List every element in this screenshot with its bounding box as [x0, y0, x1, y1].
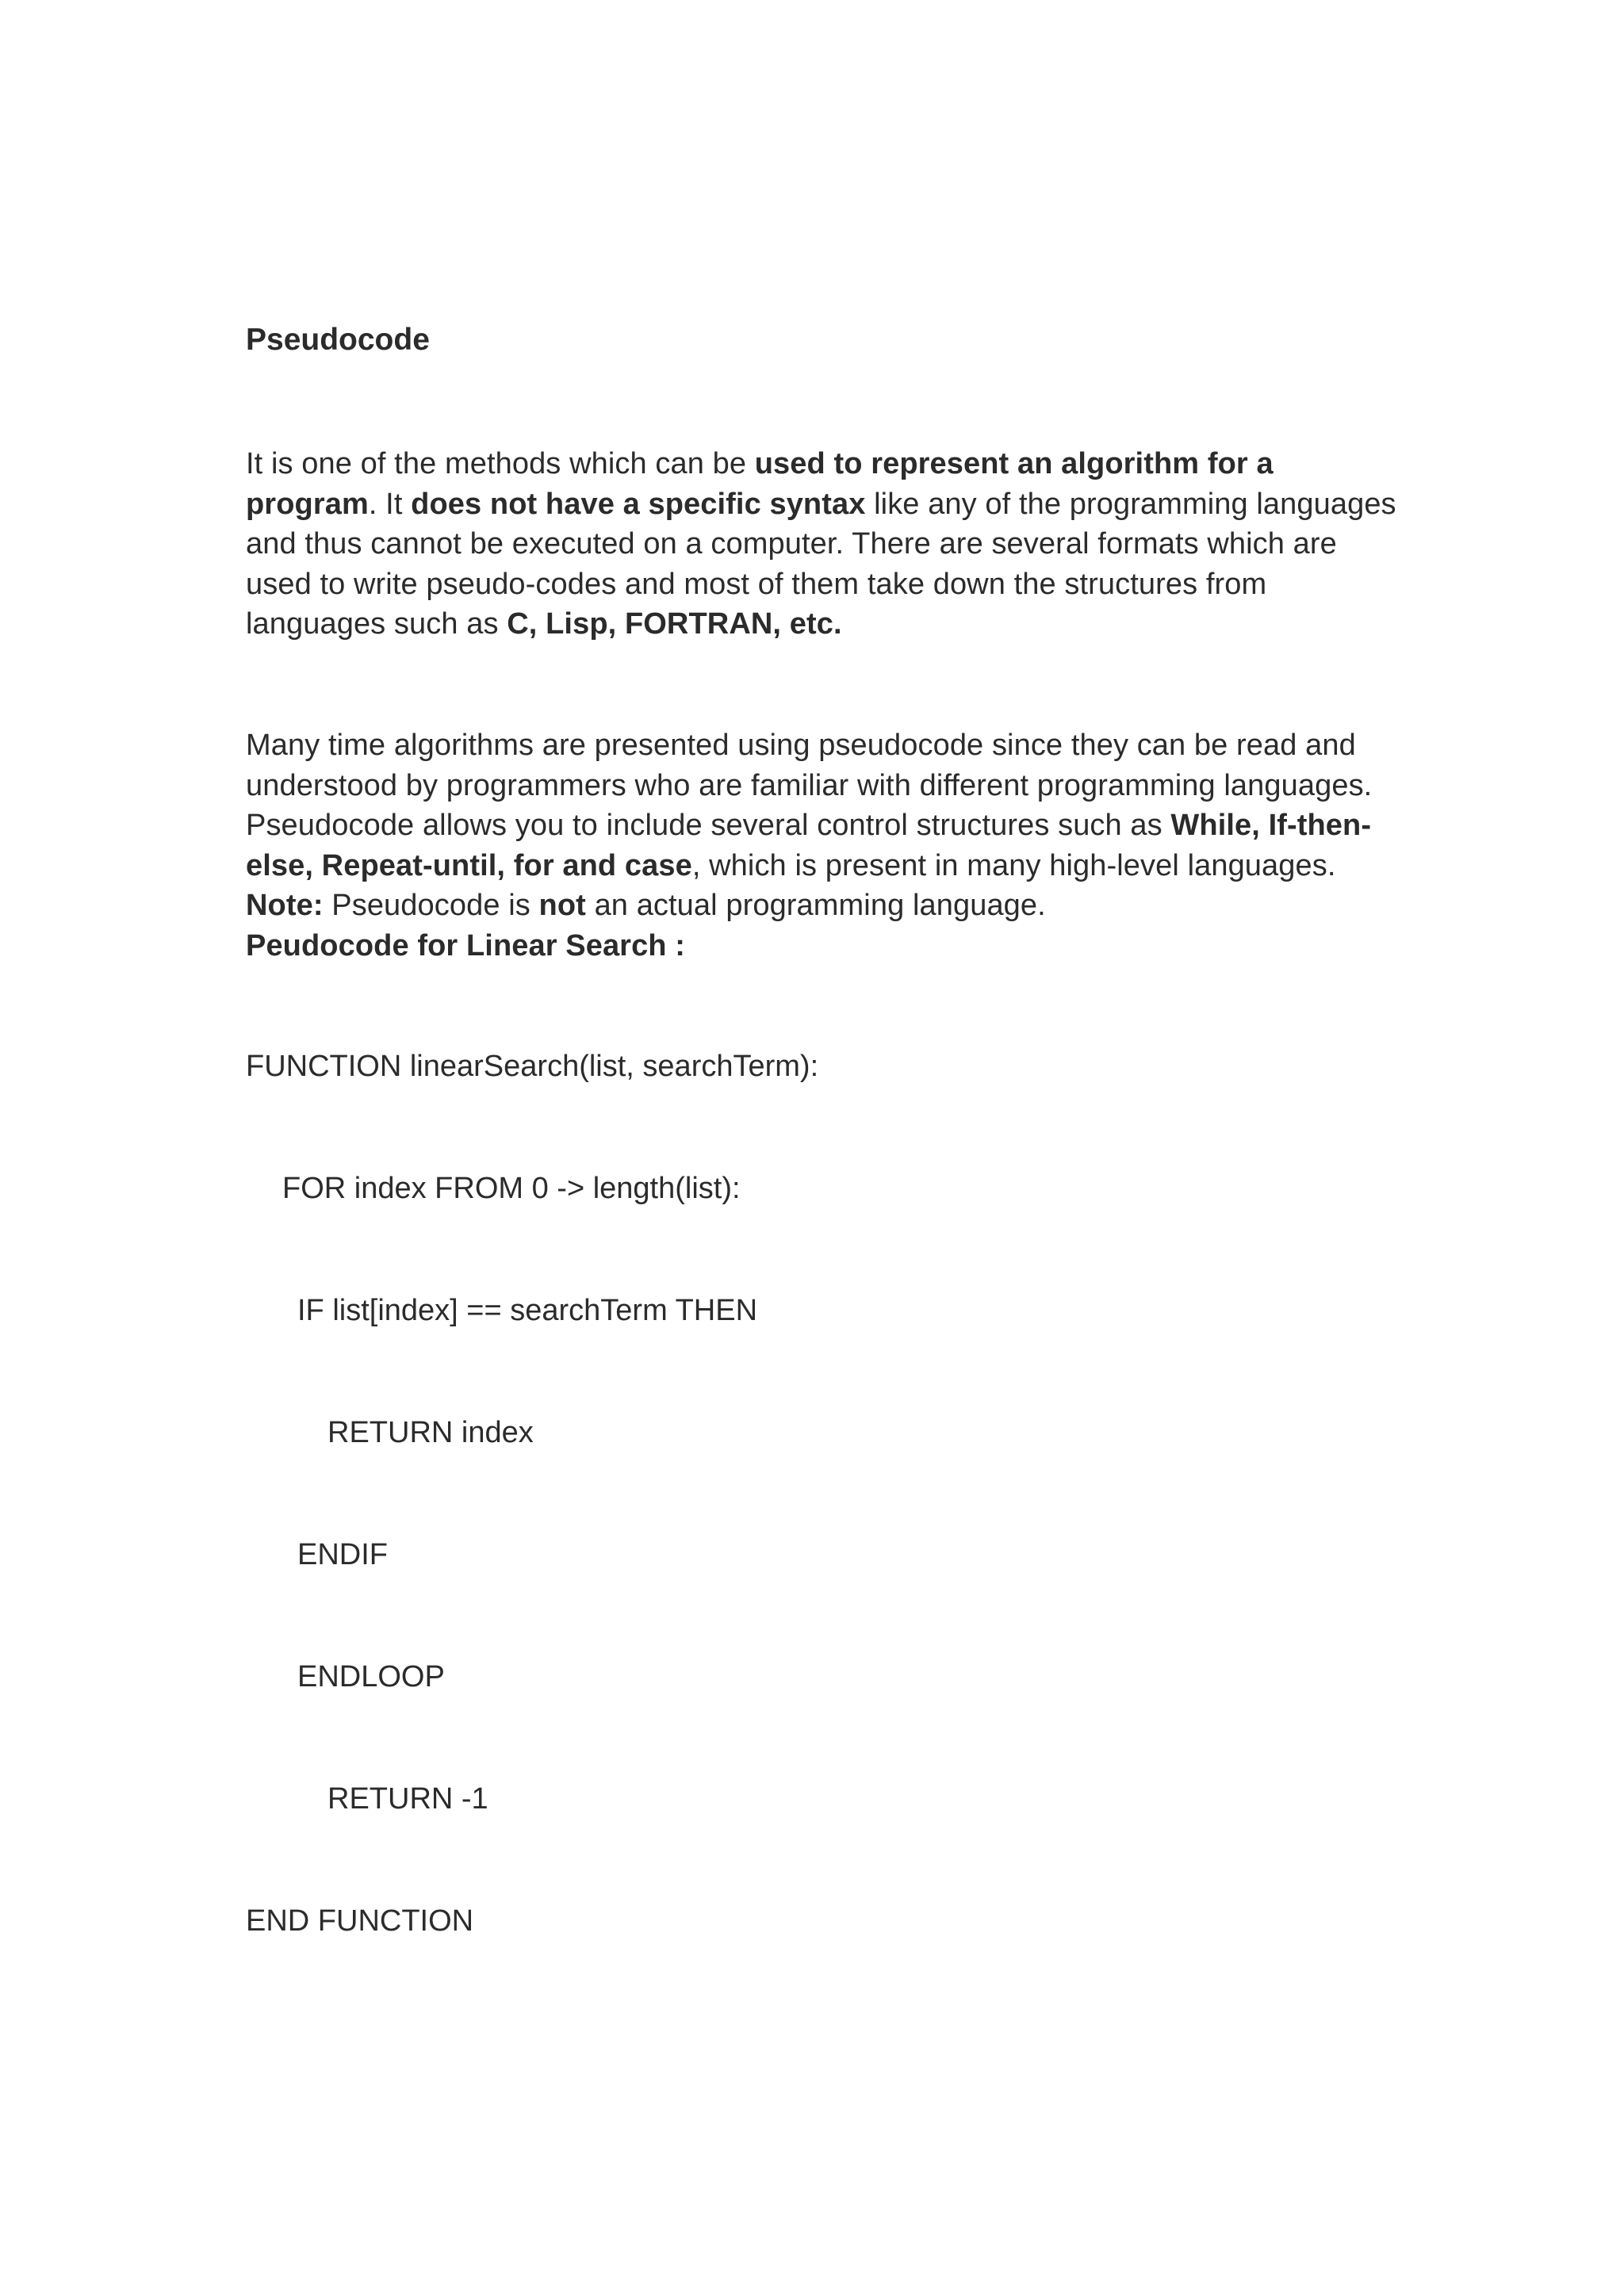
details-bold-1: While, If-then-else, Repeat-until, for and case: [246, 809, 1372, 882]
code-line-7: RETURN -1: [327, 1782, 488, 1816]
details-paragraph: [246, 725, 1404, 966]
intro-paragraph: [246, 444, 1404, 645]
intro-text-1: It is one of the methods which can be: [246, 447, 755, 480]
intro-bold-2: does not have a specific syntax: [411, 487, 866, 521]
note-bold: not: [538, 889, 586, 922]
note-text-2: an actual programming language.: [585, 889, 1046, 922]
document-page: [246, 0, 1404, 2296]
intro-bold-3: C, Lisp, FORTRAN, etc.: [507, 607, 842, 641]
linear-search-heading: Peudocode for Linear Search :: [246, 928, 686, 962]
code-line-3: IF list[index] == searchTerm THEN: [297, 1294, 758, 1327]
details-text-2: , which is present in many high-level languages.: [691, 848, 1336, 882]
code-line-5: ENDIF: [297, 1538, 388, 1571]
page-title: Pseudocode: [246, 323, 430, 357]
intro-text-2: . It: [368, 487, 412, 521]
intro-bold-1: used to represent an algorithm for a program: [246, 447, 1274, 521]
code-line-8: END FUNCTION: [246, 1904, 474, 1938]
details-text-1: Many time algorithms are presented using pseudocode since they can be read and understood by programmers who are familiar with different programming languages. Pseudocode allows you to include several control structures such as: [246, 729, 1373, 842]
note-label: Note:: [246, 889, 324, 922]
code-line-6: ENDLOOP: [297, 1660, 445, 1693]
intro-text-3: like any of the programming languages and thus cannot be executed on a computer. There are several formats which are used to write pseudo-codes and most of them take down the structures from languages such as: [246, 487, 1396, 641]
code-line-2: FOR index FROM 0 -> length(list):: [282, 1172, 741, 1205]
code-line-1: FUNCTION linearSearch(list, searchTerm):: [246, 1050, 819, 1083]
code-line-4: RETURN index: [327, 1416, 534, 1449]
note-text-1: Pseudocode is: [323, 889, 539, 922]
